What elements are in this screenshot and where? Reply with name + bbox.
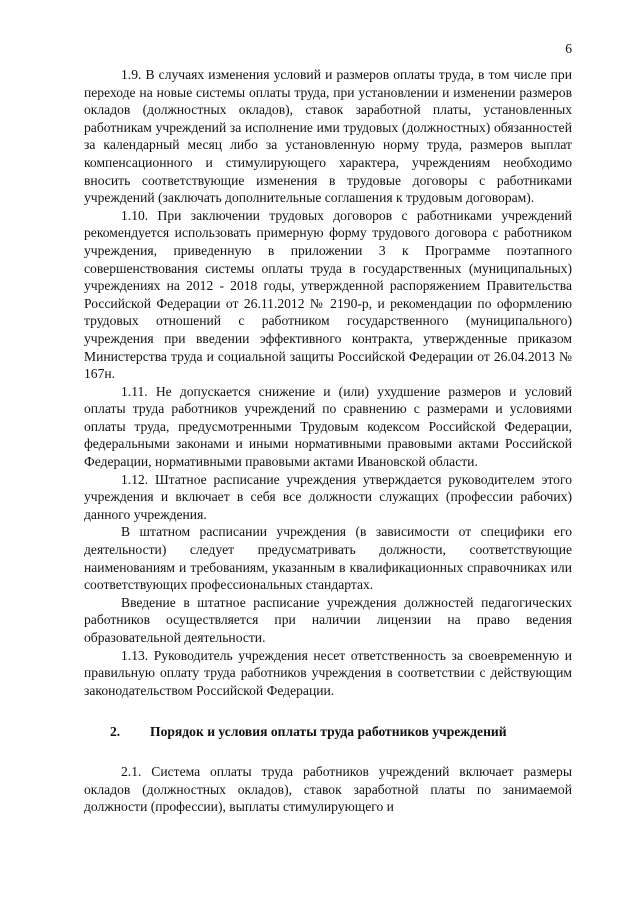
paragraph-1-13: 1.13. Руководитель учреждения несет ответственность за своевременную и правильную оплату труда работников учреждения в соответствии с действующим законодательством Российской Федерации. (84, 647, 572, 698)
paragraph-1-11: 1.11. Не допускается снижение и (или) ухудшение размеров и условий оплаты труда работников учреждений по сравнению с размерами и условиями оплаты труда, предусмотренными Трудовым кодексом Российской Федерации, федеральными законами и иными нормативными правовыми актами Российской Федерации, нормативными правовыми актами Ивановской области. (84, 383, 572, 470)
paragraph-1-10: 1.10. При заключении трудовых договоров с работниками учреждений рекомендуется использовать примерную форму трудового договора с работником учреждения, приведенную в приложении 3 к Программе поэтапного совершенствования системы оплаты труда в государственных (муниципальных) учреждениях на 2012 - 2018 годы, утвержденной распоряжением Правительства Российской Федерации от 26.11.2012 № 2190-р, и рекомендации по оформлению трудовых отношений с работником государственного (муниципального) учреждения при введении эффективного контракта, утвержденные приказом Министерства труда и социальной защиты Российской Федерации от 26.04.2013 № 167н. (84, 207, 572, 382)
paragraph-2-1: 2.1. Система оплаты труда работников учреждений включает размеры окладов (должностных окладов), ставок заработной платы по занимаемой должности (профессии), выплаты стимулирующего и (84, 763, 572, 815)
paragraph-1-9: 1.9. В случаях изменения условий и размеров оплаты труда, в том числе при переходе на новые системы оплаты труда, при установлении и изменении размеров окладов (должностных окладов), ставок заработной платы, установленных работникам учреждений за исполнение ими трудовых (должностных) обязанностей за календарный месяц либо за установленную норму труда, размеров выплат компенсационного и стимулирующего характера, учреждениям необходимо вносить соответствующие изменения в трудовые договоры с работниками учреждений (заключать дополнительные соглашения к трудовым договорам). (84, 67, 572, 206)
paragraph-pedagogical-positions: Введение в штатное расписание учреждения должностей педагогических работников осуществляется при наличии лицензии на право ведения образовательной деятельности. (84, 594, 572, 645)
paragraph-1-12: 1.12. Штатное расписание учреждения утверждается руководителем этого учреждения и включает в себя все должности служащих (профессии рабочих) данного учреждения. (84, 471, 572, 522)
page-number: 6 (565, 41, 572, 56)
paragraph-staff-schedule: В штатном расписании учреждения (в зависимости от специфики его деятельности) следует предусматривать должности, соответствующие наименованиям и требованиям, указанным в квалификационных справочниках или соответствующих профессиональных стандартах. (84, 524, 572, 593)
section-title: Порядок и условия оплаты труда работников учреждений (150, 724, 507, 740)
section-number: 2. (110, 724, 121, 740)
section-heading (84, 723, 572, 741)
document-body (84, 66, 572, 816)
